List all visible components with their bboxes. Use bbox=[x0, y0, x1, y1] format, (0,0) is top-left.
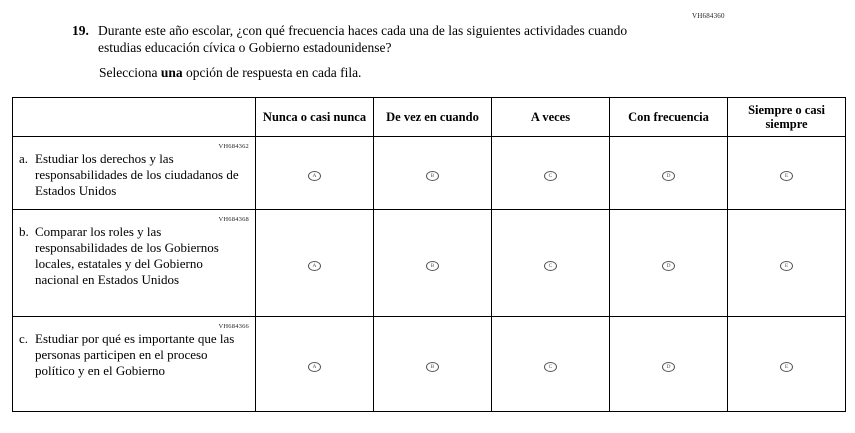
bubble-a-4[interactable]: D bbox=[662, 171, 675, 181]
bubble-b-4[interactable]: D bbox=[662, 261, 675, 271]
radio-a-5[interactable] bbox=[728, 137, 846, 210]
bubble-c-3[interactable]: C bbox=[544, 362, 557, 372]
table-row bbox=[13, 317, 846, 412]
matrix-header-row bbox=[13, 98, 846, 137]
radio-c-1[interactable] bbox=[256, 317, 374, 412]
matrix-item-a bbox=[13, 137, 256, 210]
item-letter-a: a. bbox=[19, 151, 29, 166]
bubble-b-2[interactable]: B bbox=[426, 261, 439, 271]
bubble-c-4[interactable]: D bbox=[662, 362, 675, 372]
radio-c-3[interactable] bbox=[492, 317, 610, 412]
bubble-c-5[interactable]: E bbox=[780, 362, 793, 372]
radio-b-1[interactable] bbox=[256, 210, 374, 317]
item-text-c: Estudiar por qué es importante que las personas participen en el proceso político y en el Gobierno bbox=[35, 331, 235, 378]
instruction-suffix: opción de respuesta en cada fila. bbox=[182, 65, 362, 80]
radio-c-5[interactable] bbox=[728, 317, 846, 412]
matrix-header-option-5: Siempre o casi siempre bbox=[728, 98, 846, 137]
response-matrix bbox=[12, 97, 846, 412]
item-code-c: VH684366 bbox=[218, 323, 249, 330]
bubble-b-1[interactable]: A bbox=[308, 261, 321, 271]
radio-c-4[interactable] bbox=[610, 317, 728, 412]
instruction-emphasis: una bbox=[160, 65, 183, 80]
bubble-a-3[interactable]: C bbox=[544, 171, 557, 181]
item-letter-c: c. bbox=[19, 331, 29, 346]
bubble-b-5[interactable]: E bbox=[780, 261, 793, 271]
item-code-a: VH684362 bbox=[218, 143, 249, 150]
question-stem bbox=[72, 22, 632, 56]
matrix-header-stem bbox=[13, 98, 256, 137]
question-number: 19. bbox=[72, 23, 89, 38]
question-text: Durante este año escolar, ¿con qué frecuencia haces cada una de las siguientes actividades cuando estudias educación cívica o Gobierno estadounidense? bbox=[98, 23, 628, 55]
bubble-c-1[interactable]: A bbox=[308, 362, 321, 372]
bubble-c-2[interactable]: B bbox=[426, 362, 439, 372]
matrix-header-option-3: A veces bbox=[492, 98, 610, 137]
matrix-header-option-2: De vez en cuando bbox=[374, 98, 492, 137]
item-block-code: VH684360 bbox=[692, 12, 725, 20]
radio-b-2[interactable] bbox=[374, 210, 492, 317]
item-text-b: Comparar los roles y las responsabilidades de los Gobiernos locales, estatales y del Gobierno nacional en Estados Unidos bbox=[35, 224, 219, 287]
instruction-prefix: Selecciona bbox=[99, 65, 161, 80]
radio-a-3[interactable] bbox=[492, 137, 610, 210]
matrix-header-option-4: Con frecuencia bbox=[610, 98, 728, 137]
item-code-b: VH684368 bbox=[218, 216, 249, 223]
item-letter-b: b. bbox=[19, 224, 29, 239]
radio-b-4[interactable] bbox=[610, 210, 728, 317]
radio-c-2[interactable] bbox=[374, 317, 492, 412]
radio-b-5[interactable] bbox=[728, 210, 846, 317]
matrix-item-c bbox=[13, 317, 256, 412]
radio-a-2[interactable] bbox=[374, 137, 492, 210]
bubble-a-1[interactable]: A bbox=[308, 171, 321, 181]
table-row bbox=[13, 210, 846, 317]
item-text-a: Estudiar los derechos y las responsabilidades de los ciudadanos de Estados Unidos bbox=[35, 151, 239, 198]
radio-a-1[interactable] bbox=[256, 137, 374, 210]
bubble-a-2[interactable]: B bbox=[426, 171, 439, 181]
question-instruction bbox=[99, 64, 361, 81]
radio-a-4[interactable] bbox=[610, 137, 728, 210]
radio-b-3[interactable] bbox=[492, 210, 610, 317]
matrix-item-b bbox=[13, 210, 256, 317]
bubble-a-5[interactable]: E bbox=[780, 171, 793, 181]
bubble-b-3[interactable]: C bbox=[544, 261, 557, 271]
table-row bbox=[13, 137, 846, 210]
matrix-header-option-1: Nunca o casi nunca bbox=[256, 98, 374, 137]
